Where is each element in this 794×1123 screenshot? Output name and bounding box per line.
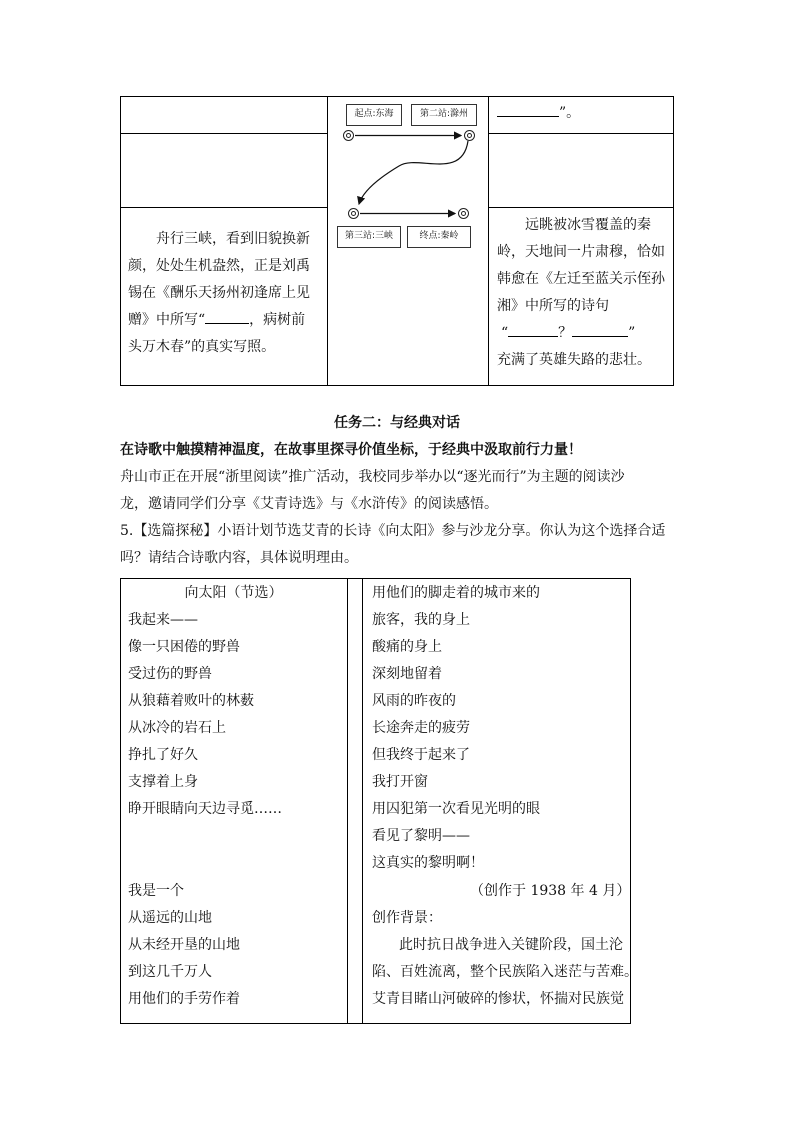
poem-line: 我是一个	[128, 883, 184, 899]
background-line: 此时抗日战争进入关键阶段，国土沦	[399, 937, 623, 953]
question-5-line-2: 吗？请结合诗歌内容，具体说明理由。	[120, 550, 358, 566]
poem-line: 睁开眼睛向天边寻觅……	[128, 801, 282, 817]
question-5-line-1: 5.【选篇探秘】小语计划节选艾青的长诗《向太阳》参与沙龙分享。你认为这个选择合适	[120, 523, 666, 539]
poem-line: 旅客，我的身上	[372, 612, 470, 628]
background-title: 创作背景：	[372, 910, 442, 926]
station-2-box: 第二站:滁州	[411, 104, 477, 126]
poem-line: 从狼藉着败叶的林薮	[128, 693, 254, 709]
answer-blank[interactable]	[572, 322, 628, 337]
poem-line: 像一只困倦的野兽	[128, 639, 240, 655]
end-station-box: 终点:秦岭	[407, 226, 471, 248]
answer-blank[interactable]	[508, 322, 558, 337]
arrow-2-to-3-icon	[359, 141, 468, 204]
poem-line: 从冰冷的岩石上	[128, 720, 226, 736]
poem-line: 挣扎了好久	[128, 747, 198, 763]
poem-line: 看见了黎明——	[372, 828, 470, 844]
task-motto: 在诗歌中触摸精神温度，在故事里探寻价值坐标，于经典中汲取前行力量！	[120, 442, 582, 458]
poem-line: 酸痛的身上	[372, 639, 442, 655]
route-arrows-svg	[327, 96, 488, 256]
answer-blank[interactable]	[205, 309, 249, 324]
poem-line: 我打开窗	[372, 774, 428, 790]
poem-line: 从未经开垦的山地	[128, 937, 240, 953]
background-line: 陷、百姓流离，整个民族陷入迷茫与苦难。	[372, 964, 638, 980]
poem-line: 我起来——	[128, 612, 198, 628]
poem-title: 向太阳（节选）	[184, 585, 283, 601]
task-title: 任务二：与经典对话	[334, 415, 460, 431]
poem-line: 受过伤的野兽	[128, 666, 212, 682]
three-gorges-cell: 舟行三峡，看到旧貌换新 颜，处处生机盎然，正是刘禹 锡在《酬乐天扬州初逢席上见 赠》中所写“ ，病树前 头万木春”的真实写照。	[128, 231, 310, 355]
start-station-box: 起点:东海	[346, 104, 402, 126]
poem-line: 这真实的黎明啊！	[372, 855, 484, 871]
poem-line: 深刻地留着	[372, 666, 442, 682]
qinling-cell: 远眺被冰雪覆盖的秦 岭，天地间一片肃穆，恰如 韩愈在《左迁至蓝关示侄孙 湘》中所写的诗句 “ ？ ” 充满了英雄失路的悲壮。	[497, 217, 665, 368]
poem-line: 长途奔走的疲劳	[372, 720, 470, 736]
intro-line-1: 舟山市正在开展“浙里阅读”推广活动，我校同步举办以“逐光而行”为主题的阅读沙	[120, 469, 625, 485]
poem-line: 用囚犯第一次看见光明的眼	[372, 801, 540, 817]
top-right-cell: ”。	[497, 100, 580, 127]
station-3-box: 第三站:三峡	[337, 226, 401, 248]
answer-blank[interactable]	[497, 102, 559, 117]
poem-line: 风雨的昨夜的	[372, 693, 456, 709]
poem-line: 用他们的脚走着的城市来的	[372, 585, 540, 601]
poem-line: 支撑着上身	[128, 774, 198, 790]
background-line: 艾青目睹山河破碎的惨状，怀揣对民族觉	[372, 991, 624, 1007]
poem-line: 但我终于起来了	[372, 747, 470, 763]
poem-line: 从遥远的山地	[128, 910, 212, 926]
intro-line-2: 龙，邀请同学们分享《艾青诗选》与《水浒传》的阅读感悟。	[120, 496, 498, 512]
poem-line: 到这几千万人	[128, 964, 212, 980]
poem-date: （创作于 1938 年 4 月）	[470, 883, 631, 899]
poem-line: 用他们的手劳作着	[128, 991, 240, 1007]
